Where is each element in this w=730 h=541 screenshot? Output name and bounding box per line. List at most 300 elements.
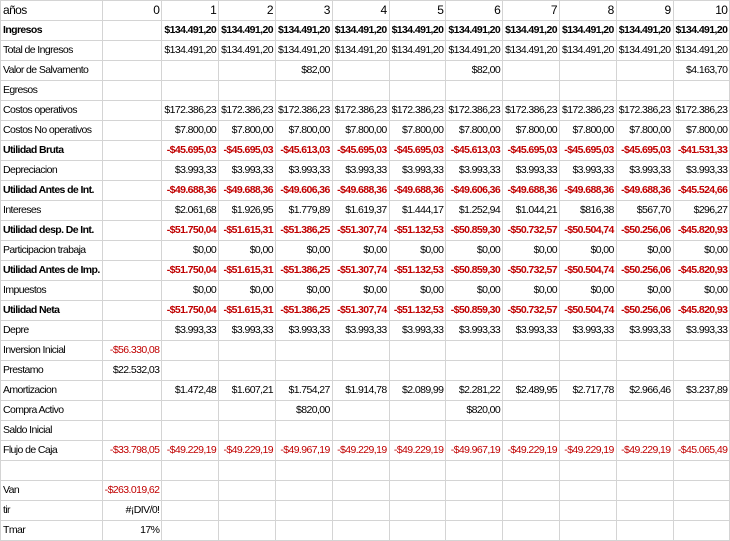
value-cell[interactable]: $172.386,23 <box>219 101 276 121</box>
value-cell[interactable]: $3.993,33 <box>332 161 389 181</box>
value-cell[interactable] <box>616 361 673 381</box>
row-label-cell[interactable]: Saldo Inicial <box>1 421 103 441</box>
value-cell[interactable]: -$51.307,74 <box>332 221 389 241</box>
value-cell[interactable]: -$45.065,49 <box>673 441 730 461</box>
value-cell[interactable] <box>446 521 503 541</box>
value-cell[interactable]: -$45.820,93 <box>673 261 730 281</box>
value-cell[interactable] <box>673 341 730 361</box>
value-cell[interactable]: -$50.504,74 <box>559 301 616 321</box>
value-cell[interactable]: $820,00 <box>446 401 503 421</box>
value-cell[interactable] <box>219 521 276 541</box>
value-cell[interactable]: -$50.256,06 <box>616 221 673 241</box>
value-cell[interactable] <box>389 461 446 481</box>
value-cell[interactable]: $0,00 <box>389 281 446 301</box>
value-cell[interactable] <box>332 341 389 361</box>
value-cell[interactable]: -$263.019,62 <box>102 481 162 501</box>
value-cell[interactable]: $3.993,33 <box>389 321 446 341</box>
value-cell[interactable] <box>559 361 616 381</box>
value-cell[interactable] <box>503 81 560 101</box>
value-cell[interactable] <box>389 501 446 521</box>
value-cell[interactable]: -$49.688,36 <box>616 181 673 201</box>
row-label-cell[interactable]: Utilidad desp. De Int. <box>1 221 103 241</box>
value-cell[interactable] <box>389 361 446 381</box>
value-cell[interactable]: $3.993,33 <box>616 321 673 341</box>
value-cell[interactable] <box>559 481 616 501</box>
value-cell[interactable] <box>102 281 162 301</box>
value-cell[interactable]: -$51.307,74 <box>332 301 389 321</box>
value-cell[interactable] <box>332 421 389 441</box>
value-cell[interactable] <box>275 521 332 541</box>
value-cell[interactable] <box>389 521 446 541</box>
value-cell[interactable]: $134.491,20 <box>616 41 673 61</box>
value-cell[interactable]: $1.779,89 <box>275 201 332 221</box>
value-cell[interactable]: -$49.688,36 <box>332 181 389 201</box>
value-cell[interactable]: $0,00 <box>616 281 673 301</box>
value-cell[interactable]: -$49.229,19 <box>389 441 446 461</box>
value-cell[interactable] <box>102 61 162 81</box>
row-label-cell[interactable]: Amortizacion <box>1 381 103 401</box>
value-cell[interactable]: $172.386,23 <box>389 101 446 121</box>
value-cell[interactable] <box>102 461 162 481</box>
value-cell[interactable] <box>102 41 162 61</box>
row-label-cell[interactable] <box>1 461 103 481</box>
value-cell[interactable]: -$50.732,57 <box>503 221 560 241</box>
value-cell[interactable]: $3.993,33 <box>616 161 673 181</box>
value-cell[interactable]: $0,00 <box>332 241 389 261</box>
row-label-cell[interactable]: Utilidad Bruta <box>1 141 103 161</box>
value-cell[interactable]: -$45.695,03 <box>616 141 673 161</box>
value-cell[interactable]: -$49.229,19 <box>162 441 219 461</box>
value-cell[interactable] <box>162 401 219 421</box>
value-cell[interactable] <box>446 341 503 361</box>
value-cell[interactable] <box>332 361 389 381</box>
value-cell[interactable]: $7.800,00 <box>559 121 616 141</box>
value-cell[interactable] <box>102 301 162 321</box>
value-cell[interactable]: -$45.820,93 <box>673 221 730 241</box>
value-cell[interactable] <box>219 81 276 101</box>
value-cell[interactable] <box>389 341 446 361</box>
value-cell[interactable] <box>673 461 730 481</box>
value-cell[interactable]: $0,00 <box>219 281 276 301</box>
value-cell[interactable]: 2 <box>219 1 276 21</box>
value-cell[interactable] <box>332 61 389 81</box>
value-cell[interactable]: -$50.859,30 <box>446 261 503 281</box>
value-cell[interactable]: $134.491,20 <box>673 21 730 41</box>
value-cell[interactable] <box>102 21 162 41</box>
value-cell[interactable]: $1.444,17 <box>389 201 446 221</box>
value-cell[interactable] <box>102 81 162 101</box>
value-cell[interactable]: $172.386,23 <box>673 101 730 121</box>
value-cell[interactable] <box>673 521 730 541</box>
row-label-cell[interactable]: tir <box>1 501 103 521</box>
row-label-cell[interactable]: Flujo de Caja <box>1 441 103 461</box>
value-cell[interactable]: $0,00 <box>389 241 446 261</box>
row-label-cell[interactable]: Egresos <box>1 81 103 101</box>
value-cell[interactable] <box>446 501 503 521</box>
value-cell[interactable]: $816,38 <box>559 201 616 221</box>
value-cell[interactable]: $134.491,20 <box>162 21 219 41</box>
value-cell[interactable]: $134.491,20 <box>559 21 616 41</box>
value-cell[interactable]: $1.926,95 <box>219 201 276 221</box>
value-cell[interactable]: $3.237,89 <box>673 381 730 401</box>
value-cell[interactable]: -$51.386,25 <box>275 261 332 281</box>
value-cell[interactable] <box>162 521 219 541</box>
value-cell[interactable]: $134.491,20 <box>332 41 389 61</box>
value-cell[interactable] <box>559 81 616 101</box>
value-cell[interactable]: #¡DIV/0! <box>102 501 162 521</box>
value-cell[interactable]: $3.993,33 <box>673 321 730 341</box>
value-cell[interactable] <box>102 161 162 181</box>
value-cell[interactable]: -$41.531,33 <box>673 141 730 161</box>
value-cell[interactable] <box>102 261 162 281</box>
value-cell[interactable]: $2.966,46 <box>616 381 673 401</box>
value-cell[interactable]: $7.800,00 <box>332 121 389 141</box>
value-cell[interactable]: -$45.695,03 <box>162 141 219 161</box>
row-label-cell[interactable]: Participacion trabaja <box>1 241 103 261</box>
value-cell[interactable] <box>275 341 332 361</box>
value-cell[interactable]: $82,00 <box>446 61 503 81</box>
row-label-cell[interactable]: Costos operativos <box>1 101 103 121</box>
value-cell[interactable]: $22.532,03 <box>102 361 162 381</box>
value-cell[interactable] <box>102 321 162 341</box>
value-cell[interactable]: -$45.695,03 <box>559 141 616 161</box>
value-cell[interactable] <box>275 461 332 481</box>
value-cell[interactable] <box>219 61 276 81</box>
value-cell[interactable]: -$51.615,31 <box>219 261 276 281</box>
value-cell[interactable]: $7.800,00 <box>673 121 730 141</box>
value-cell[interactable]: -$51.386,25 <box>275 221 332 241</box>
value-cell[interactable]: $3.993,33 <box>446 321 503 341</box>
value-cell[interactable]: 17% <box>102 521 162 541</box>
value-cell[interactable] <box>616 401 673 421</box>
value-cell[interactable] <box>162 361 219 381</box>
value-cell[interactable]: $1.607,21 <box>219 381 276 401</box>
value-cell[interactable] <box>102 401 162 421</box>
value-cell[interactable]: $134.491,20 <box>332 21 389 41</box>
value-cell[interactable] <box>673 401 730 421</box>
value-cell[interactable]: 4 <box>332 1 389 21</box>
value-cell[interactable]: -$51.750,04 <box>162 261 219 281</box>
value-cell[interactable]: -$51.615,31 <box>219 301 276 321</box>
value-cell[interactable]: 8 <box>559 1 616 21</box>
value-cell[interactable]: $3.993,33 <box>503 321 560 341</box>
value-cell[interactable] <box>332 401 389 421</box>
value-cell[interactable] <box>559 401 616 421</box>
value-cell[interactable] <box>102 421 162 441</box>
value-cell[interactable]: $134.491,20 <box>673 41 730 61</box>
value-cell[interactable]: -$50.859,30 <box>446 301 503 321</box>
value-cell[interactable] <box>275 421 332 441</box>
value-cell[interactable] <box>503 361 560 381</box>
value-cell[interactable]: $0,00 <box>559 281 616 301</box>
value-cell[interactable] <box>219 461 276 481</box>
value-cell[interactable] <box>503 341 560 361</box>
value-cell[interactable] <box>446 421 503 441</box>
value-cell[interactable]: -$45.695,03 <box>389 141 446 161</box>
value-cell[interactable] <box>275 361 332 381</box>
value-cell[interactable]: $172.386,23 <box>162 101 219 121</box>
value-cell[interactable]: 5 <box>389 1 446 21</box>
value-cell[interactable]: $3.993,33 <box>275 161 332 181</box>
value-cell[interactable]: -$51.132,53 <box>389 221 446 241</box>
value-cell[interactable]: -$45.695,03 <box>332 141 389 161</box>
value-cell[interactable] <box>102 121 162 141</box>
value-cell[interactable]: -$45.613,03 <box>446 141 503 161</box>
value-cell[interactable]: $0,00 <box>673 281 730 301</box>
value-cell[interactable]: -$49.688,36 <box>162 181 219 201</box>
value-cell[interactable]: $134.491,20 <box>162 41 219 61</box>
value-cell[interactable] <box>616 341 673 361</box>
value-cell[interactable]: $0,00 <box>616 241 673 261</box>
value-cell[interactable]: -$49.967,19 <box>275 441 332 461</box>
value-cell[interactable]: -$51.307,74 <box>332 261 389 281</box>
value-cell[interactable]: $134.491,20 <box>219 41 276 61</box>
value-cell[interactable] <box>102 181 162 201</box>
value-cell[interactable]: -$51.132,53 <box>389 301 446 321</box>
value-cell[interactable] <box>503 481 560 501</box>
value-cell[interactable]: -$49.606,36 <box>446 181 503 201</box>
value-cell[interactable]: $172.386,23 <box>275 101 332 121</box>
row-label-cell[interactable]: Utilidad Antes de Imp. <box>1 261 103 281</box>
value-cell[interactable] <box>673 81 730 101</box>
value-cell[interactable]: $0,00 <box>673 241 730 261</box>
value-cell[interactable]: -$45.524,66 <box>673 181 730 201</box>
value-cell[interactable]: $820,00 <box>275 401 332 421</box>
value-cell[interactable]: $1.619,37 <box>332 201 389 221</box>
value-cell[interactable] <box>389 481 446 501</box>
value-cell[interactable]: $1.914,78 <box>332 381 389 401</box>
value-cell[interactable]: $172.386,23 <box>559 101 616 121</box>
value-cell[interactable]: $0,00 <box>446 241 503 261</box>
value-cell[interactable] <box>219 361 276 381</box>
value-cell[interactable] <box>332 521 389 541</box>
value-cell[interactable]: -$49.606,36 <box>275 181 332 201</box>
value-cell[interactable]: $172.386,23 <box>446 101 503 121</box>
value-cell[interactable]: $567,70 <box>616 201 673 221</box>
value-cell[interactable]: $7.800,00 <box>389 121 446 141</box>
value-cell[interactable] <box>616 521 673 541</box>
value-cell[interactable]: 0 <box>102 1 162 21</box>
value-cell[interactable]: $0,00 <box>332 281 389 301</box>
value-cell[interactable] <box>673 501 730 521</box>
value-cell[interactable] <box>616 61 673 81</box>
value-cell[interactable] <box>616 481 673 501</box>
value-cell[interactable]: $3.993,33 <box>219 321 276 341</box>
value-cell[interactable]: $296,27 <box>673 201 730 221</box>
value-cell[interactable]: -$50.732,57 <box>503 301 560 321</box>
row-label-cell[interactable]: Intereses <box>1 201 103 221</box>
value-cell[interactable]: $3.993,33 <box>503 161 560 181</box>
value-cell[interactable]: -$33.798,05 <box>102 441 162 461</box>
value-cell[interactable]: -$51.750,04 <box>162 221 219 241</box>
row-label-cell[interactable]: Utilidad Neta <box>1 301 103 321</box>
value-cell[interactable] <box>503 401 560 421</box>
value-cell[interactable]: -$50.256,06 <box>616 301 673 321</box>
value-cell[interactable] <box>559 421 616 441</box>
value-cell[interactable] <box>275 501 332 521</box>
value-cell[interactable] <box>389 81 446 101</box>
value-cell[interactable] <box>389 421 446 441</box>
value-cell[interactable]: $0,00 <box>503 281 560 301</box>
value-cell[interactable]: 1 <box>162 1 219 21</box>
value-cell[interactable]: $7.800,00 <box>275 121 332 141</box>
value-cell[interactable]: $172.386,23 <box>616 101 673 121</box>
value-cell[interactable]: -$45.695,03 <box>503 141 560 161</box>
row-label-cell[interactable]: Prestamo <box>1 361 103 381</box>
value-cell[interactable] <box>332 461 389 481</box>
value-cell[interactable] <box>332 81 389 101</box>
value-cell[interactable] <box>102 381 162 401</box>
value-cell[interactable] <box>503 421 560 441</box>
value-cell[interactable]: -$51.132,53 <box>389 261 446 281</box>
value-cell[interactable]: $0,00 <box>559 241 616 261</box>
value-cell[interactable]: -$50.732,57 <box>503 261 560 281</box>
row-label-cell[interactable]: Depreciacion <box>1 161 103 181</box>
value-cell[interactable] <box>332 481 389 501</box>
value-cell[interactable] <box>389 61 446 81</box>
value-cell[interactable]: -$50.504,74 <box>559 221 616 241</box>
value-cell[interactable]: -$45.820,93 <box>673 301 730 321</box>
value-cell[interactable] <box>162 61 219 81</box>
value-cell[interactable] <box>332 501 389 521</box>
value-cell[interactable]: $3.993,33 <box>275 321 332 341</box>
value-cell[interactable] <box>162 341 219 361</box>
value-cell[interactable] <box>162 481 219 501</box>
value-cell[interactable] <box>446 481 503 501</box>
value-cell[interactable]: $134.491,20 <box>389 41 446 61</box>
value-cell[interactable] <box>446 461 503 481</box>
value-cell[interactable]: -$49.688,36 <box>219 181 276 201</box>
value-cell[interactable] <box>102 221 162 241</box>
value-cell[interactable]: $3.993,33 <box>559 161 616 181</box>
value-cell[interactable]: $1.044,21 <box>503 201 560 221</box>
value-cell[interactable]: -$50.256,06 <box>616 261 673 281</box>
value-cell[interactable]: $82,00 <box>275 61 332 81</box>
value-cell[interactable] <box>446 81 503 101</box>
value-cell[interactable]: $4.163,70 <box>673 61 730 81</box>
value-cell[interactable] <box>219 341 276 361</box>
value-cell[interactable]: $2.281,22 <box>446 381 503 401</box>
value-cell[interactable]: $7.800,00 <box>219 121 276 141</box>
value-cell[interactable]: $0,00 <box>219 241 276 261</box>
value-cell[interactable] <box>219 401 276 421</box>
row-label-cell[interactable]: Depre <box>1 321 103 341</box>
value-cell[interactable]: $2.717,78 <box>559 381 616 401</box>
value-cell[interactable]: $2.061,68 <box>162 201 219 221</box>
value-cell[interactable]: $0,00 <box>162 281 219 301</box>
value-cell[interactable]: $1.472,48 <box>162 381 219 401</box>
value-cell[interactable] <box>162 501 219 521</box>
value-cell[interactable]: $1.754,27 <box>275 381 332 401</box>
value-cell[interactable]: $2.089,99 <box>389 381 446 401</box>
value-cell[interactable] <box>275 481 332 501</box>
value-cell[interactable]: -$50.859,30 <box>446 221 503 241</box>
value-cell[interactable]: $134.491,20 <box>446 21 503 41</box>
value-cell[interactable] <box>275 81 332 101</box>
value-cell[interactable] <box>219 501 276 521</box>
value-cell[interactable]: $134.491,20 <box>219 21 276 41</box>
value-cell[interactable]: 9 <box>616 1 673 21</box>
value-cell[interactable] <box>162 421 219 441</box>
value-cell[interactable]: -$49.688,36 <box>389 181 446 201</box>
row-label-cell[interactable]: Compra Activo <box>1 401 103 421</box>
value-cell[interactable]: -$51.615,31 <box>219 221 276 241</box>
value-cell[interactable]: $134.491,20 <box>503 41 560 61</box>
value-cell[interactable]: $134.491,20 <box>275 41 332 61</box>
value-cell[interactable] <box>162 461 219 481</box>
value-cell[interactable]: $1.252,94 <box>446 201 503 221</box>
value-cell[interactable]: $7.800,00 <box>503 121 560 141</box>
value-cell[interactable] <box>102 101 162 121</box>
value-cell[interactable]: $134.491,20 <box>275 21 332 41</box>
value-cell[interactable] <box>389 401 446 421</box>
row-label-cell[interactable]: Costos No operativos <box>1 121 103 141</box>
row-label-cell[interactable]: Impuestos <box>1 281 103 301</box>
value-cell[interactable]: $3.993,33 <box>559 321 616 341</box>
value-cell[interactable]: $0,00 <box>446 281 503 301</box>
value-cell[interactable] <box>616 501 673 521</box>
row-label-cell[interactable]: años <box>1 1 103 21</box>
row-label-cell[interactable]: Total de Ingresos <box>1 41 103 61</box>
value-cell[interactable]: 7 <box>503 1 560 21</box>
value-cell[interactable] <box>616 421 673 441</box>
row-label-cell[interactable]: Van <box>1 481 103 501</box>
value-cell[interactable]: $3.993,33 <box>162 321 219 341</box>
value-cell[interactable]: $134.491,20 <box>389 21 446 41</box>
value-cell[interactable]: -$45.613,03 <box>275 141 332 161</box>
value-cell[interactable]: -$49.229,19 <box>559 441 616 461</box>
value-cell[interactable]: $134.491,20 <box>616 21 673 41</box>
value-cell[interactable]: $3.993,33 <box>219 161 276 181</box>
value-cell[interactable]: $3.993,33 <box>673 161 730 181</box>
value-cell[interactable]: 10 <box>673 1 730 21</box>
row-label-cell[interactable]: Utilidad Antes de Int. <box>1 181 103 201</box>
value-cell[interactable]: $3.993,33 <box>332 321 389 341</box>
value-cell[interactable]: -$49.229,19 <box>616 441 673 461</box>
value-cell[interactable] <box>673 481 730 501</box>
value-cell[interactable] <box>219 481 276 501</box>
value-cell[interactable] <box>559 61 616 81</box>
value-cell[interactable] <box>673 361 730 381</box>
value-cell[interactable] <box>503 61 560 81</box>
value-cell[interactable] <box>102 241 162 261</box>
value-cell[interactable]: -$49.688,36 <box>503 181 560 201</box>
value-cell[interactable]: $0,00 <box>275 241 332 261</box>
value-cell[interactable] <box>559 461 616 481</box>
value-cell[interactable]: $7.800,00 <box>616 121 673 141</box>
value-cell[interactable] <box>219 421 276 441</box>
value-cell[interactable]: -$51.750,04 <box>162 301 219 321</box>
row-label-cell[interactable]: Ingresos <box>1 21 103 41</box>
value-cell[interactable]: -$51.386,25 <box>275 301 332 321</box>
value-cell[interactable]: $3.993,33 <box>446 161 503 181</box>
value-cell[interactable]: $0,00 <box>275 281 332 301</box>
value-cell[interactable]: -$49.229,19 <box>332 441 389 461</box>
value-cell[interactable] <box>503 501 560 521</box>
value-cell[interactable]: -$56.330,08 <box>102 341 162 361</box>
value-cell[interactable] <box>616 461 673 481</box>
value-cell[interactable]: $3.993,33 <box>162 161 219 181</box>
value-cell[interactable] <box>102 201 162 221</box>
value-cell[interactable] <box>503 521 560 541</box>
value-cell[interactable]: $134.491,20 <box>446 41 503 61</box>
value-cell[interactable]: $7.800,00 <box>446 121 503 141</box>
value-cell[interactable] <box>559 501 616 521</box>
value-cell[interactable] <box>446 361 503 381</box>
value-cell[interactable]: -$49.688,36 <box>559 181 616 201</box>
value-cell[interactable]: -$49.229,19 <box>219 441 276 461</box>
value-cell[interactable]: $3.993,33 <box>389 161 446 181</box>
